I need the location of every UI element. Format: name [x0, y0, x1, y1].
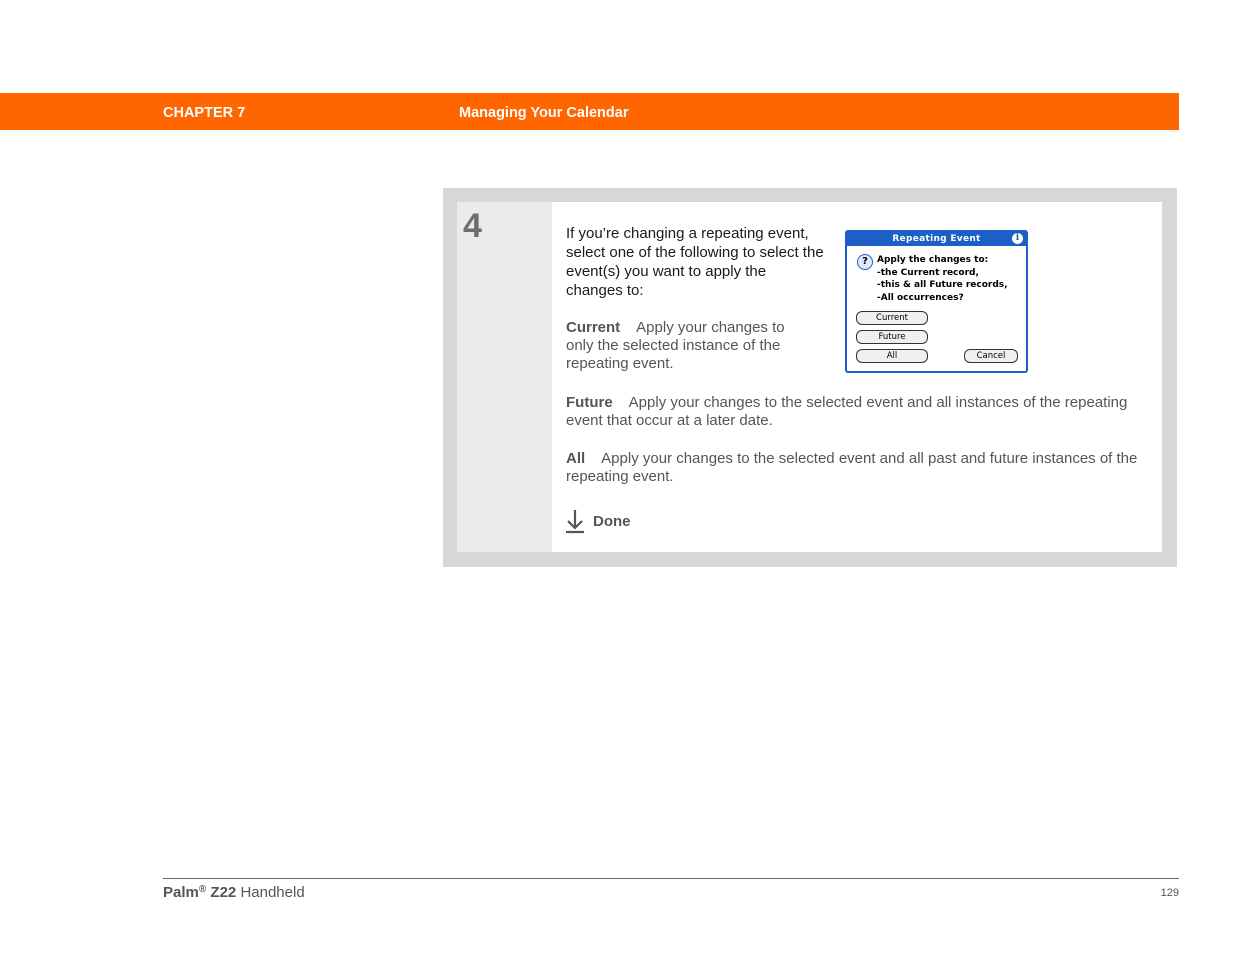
footer-model: Z22	[210, 884, 237, 901]
option-description: Apply your changes to the selected event and all past and future instances of the repeating event.	[566, 450, 1138, 485]
footer-product	[163, 884, 305, 901]
question-icon: ?	[857, 254, 873, 270]
dialog-current-button: Current	[856, 311, 928, 325]
option-description: Apply your changes to the selected event and all instances of the repeating event that occur at a later date.	[566, 394, 1128, 429]
info-icon: i	[1012, 233, 1023, 244]
dialog-message-line: -All occurrences?	[877, 292, 964, 303]
footer-product-name: Handheld	[240, 884, 305, 901]
step-content	[552, 202, 1162, 552]
step-box	[443, 188, 1177, 567]
option-term: Future	[566, 394, 613, 411]
step-number: 4	[463, 207, 482, 245]
dialog-all-button: All	[856, 349, 928, 363]
chapter-header-bar	[0, 93, 1179, 130]
repeating-event-dialog-screenshot	[845, 230, 1028, 373]
option-future	[566, 394, 1151, 430]
option-term: All	[566, 450, 586, 467]
chapter-label: CHAPTER 7	[163, 105, 246, 121]
dialog-message-line: Apply the changes to:	[877, 255, 989, 265]
option-all	[566, 450, 1156, 486]
chapter-title: Managing Your Calendar	[459, 105, 629, 121]
step-intro-text: If you’re changing a repeating event, select one of the following to select the event(s) you want to apply the changes to:	[566, 225, 824, 299]
option-current	[566, 319, 816, 373]
down-arrow-icon	[566, 510, 584, 534]
dialog-message	[877, 254, 1008, 304]
footer-brand: Palm	[163, 884, 199, 901]
dialog-title: Repeating Event	[847, 232, 1026, 246]
done-label: Done	[593, 513, 631, 530]
dialog-future-button: Future	[856, 330, 928, 344]
registered-mark: ®	[198, 884, 207, 895]
dialog-message-line: -the Current record,	[877, 267, 979, 278]
step-number-column	[457, 202, 552, 552]
dialog-cancel-button: Cancel	[964, 349, 1018, 363]
page-number: 129	[1160, 887, 1179, 899]
option-term: Current	[566, 319, 621, 336]
option-description: Apply your changes to only the selected instance of the repeating event.	[566, 319, 785, 372]
footer-divider	[163, 878, 1179, 879]
dialog-message-line: -this & all Future records,	[877, 280, 1008, 290]
